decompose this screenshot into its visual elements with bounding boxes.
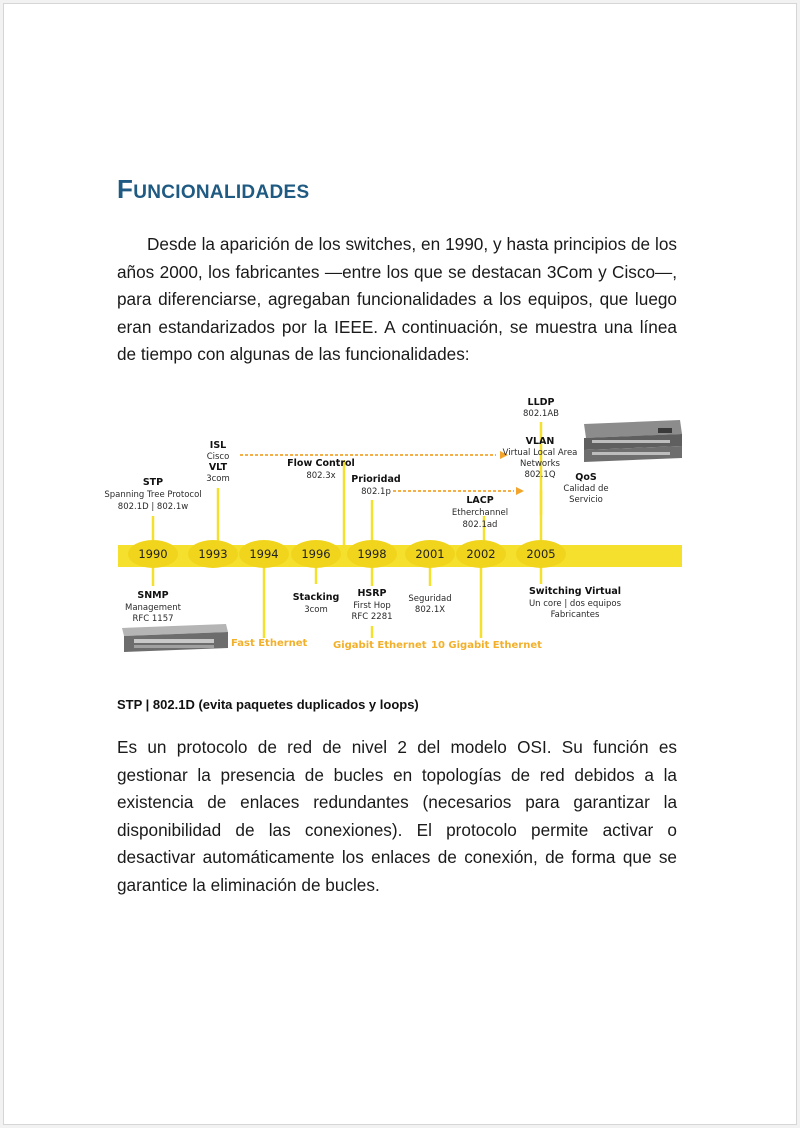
tengig-ethernet-label: 10 Gigabit Ethernet — [431, 640, 542, 651]
stacking-title: Stacking — [292, 592, 340, 603]
flow-control-line1: 802.3x — [306, 471, 336, 481]
vlt-line1: 3com — [206, 474, 230, 484]
lldp-title: LLDP — [527, 397, 555, 408]
isl-line1: Cisco — [206, 452, 230, 462]
switching-virtual-line1: Un core | dos equipos — [528, 599, 622, 609]
body-paragraph: Es un protocolo de red de nivel 2 del modelo OSI. Su función es gestionar la presencia de bucles en topologías de red debidos a la existencia de enlaces redundantes (necesarios para garantizar la disponibilidad de las conexiones). El protocolo permite activar o desactivar automáticamente los enlaces de conexión, de forma que se garantice la eliminación de bucles. — [117, 737, 677, 895]
qos-line2: Servicio — [569, 495, 603, 505]
switch-image — [122, 624, 228, 652]
year-label: 1990 — [138, 547, 168, 561]
hsrp-title: HSRP — [357, 588, 387, 599]
lacp-line2: 802.1ad — [462, 520, 498, 530]
stp-line2: 802.1D | 802.1w — [117, 502, 189, 512]
section-heading: FUNCIONALIDADES — [117, 174, 310, 204]
switching-virtual-line2: Fabricantes — [550, 610, 600, 620]
isl-title: ISL — [209, 440, 227, 451]
flow-control-title: Flow Control — [287, 458, 355, 469]
lacp-title: LACP — [466, 495, 494, 506]
year-label: 2001 — [415, 547, 445, 561]
year-label: 2002 — [466, 547, 496, 561]
hsrp-line2: RFC 2281 — [351, 612, 393, 622]
year-label: 1998 — [357, 547, 387, 561]
snmp-title: SNMP — [137, 590, 169, 601]
year-label: 1994 — [249, 547, 279, 561]
seguridad-line1: Seguridad — [408, 594, 452, 604]
vlt-title: VLT — [208, 462, 228, 473]
qos-title: QoS — [575, 472, 597, 483]
gigabit-ethernet-label: Gigabit Ethernet — [333, 640, 427, 651]
timeline-figure — [104, 390, 682, 660]
stacked-switches-image — [584, 420, 682, 462]
hsrp-line1: First Hop — [353, 601, 391, 611]
vlan-line1: Virtual Local Area — [502, 448, 578, 458]
switching-virtual-title: Switching Virtual — [528, 586, 622, 597]
timeline-arrows — [240, 455, 514, 491]
intro-paragraph: Desde la aparición de los switches, en 1990, y hasta principios de los años 2000, los fabricantes —entre los que se destacan 3Com y Cisco—, para diferenciarse, agregaban funcionalidades a los equipos, que luego eran estandarizados por la IEEE. A continuación, se muestra una línea de tiempo con algunas de las funcionalidades: — [117, 234, 677, 364]
year-label: 1993 — [198, 547, 228, 561]
vlan-line3: 802.1Q — [524, 470, 556, 480]
snmp-line2: RFC 1157 — [132, 614, 174, 624]
stacking-line1: 3com — [304, 605, 328, 615]
lacp-line1: Etherchannel — [451, 508, 509, 518]
prioridad-title: Prioridad — [351, 474, 401, 485]
lldp-line1: 802.1AB — [523, 409, 559, 419]
snmp-line1: Management — [125, 603, 181, 613]
qos-line1: Calidad de — [563, 484, 609, 494]
prioridad-line1: 802.1p — [361, 487, 391, 497]
vlan-title: VLAN — [525, 436, 555, 447]
stp-line1: Spanning Tree Protocol — [104, 490, 202, 500]
stp-subheading: STP | 802.1D (evita paquetes duplicados y loops) — [117, 697, 419, 712]
year-label: 1996 — [301, 547, 331, 561]
year-label: 2005 — [526, 547, 556, 561]
fast-ethernet-label: Fast Ethernet — [231, 638, 308, 649]
vlan-line2: Networks — [520, 459, 560, 469]
seguridad-line2: 802.1X — [414, 605, 446, 615]
stp-title: STP — [142, 477, 164, 488]
